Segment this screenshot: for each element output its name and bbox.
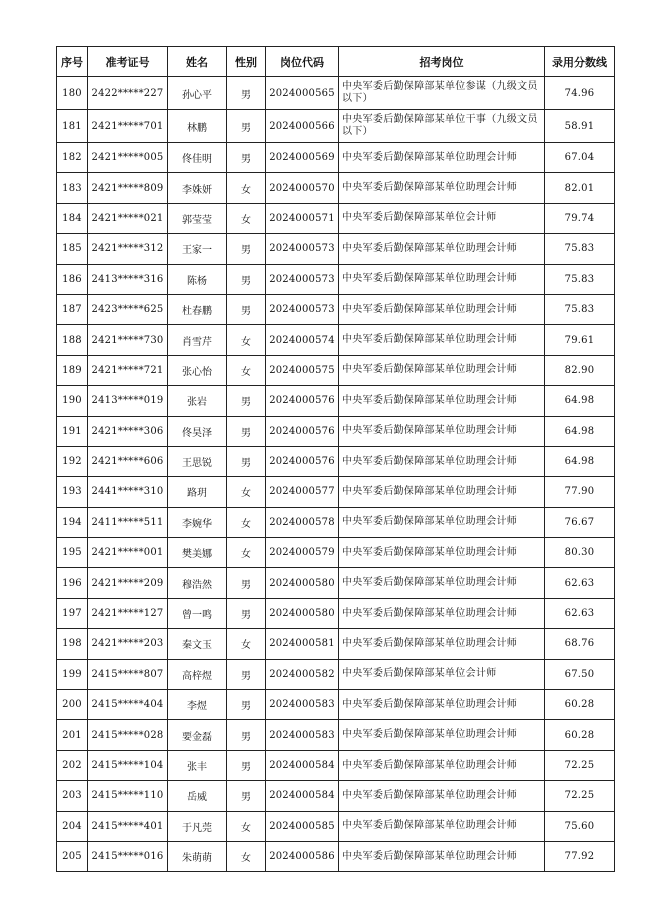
document-page [56,46,614,872]
table-body [57,77,615,872]
cell-post-code: 2024000582 [266,659,339,689]
cell-post-code: 2024000573 [266,264,339,294]
cell-serial: 194 [57,507,88,537]
cell-name: 于凡莞 [168,811,227,841]
cell-gender: 男 [227,77,266,110]
cell-gender: 女 [227,629,266,659]
cell-gender: 女 [227,477,266,507]
cell-exam-id: 2415*****016 [88,841,168,871]
cell-post-code: 2024000574 [266,325,339,355]
cell-post-code: 2024000566 [266,110,339,143]
cell-exam-id: 2421*****209 [88,568,168,598]
cell-score: 75.83 [545,234,615,264]
admission-score-table [56,46,615,872]
table-row [57,781,615,811]
cell-post: 中央军委后勤保障部某单位助理会计师 [339,568,545,598]
cell-exam-id: 2411*****511 [88,507,168,537]
cell-name: 樊美娜 [168,538,227,568]
cell-post: 中央军委后勤保障部某单位助理会计师 [339,386,545,416]
cell-name: 高梓煜 [168,659,227,689]
cell-score: 76.67 [545,507,615,537]
cell-name: 张岩 [168,386,227,416]
cell-post-code: 2024000570 [266,173,339,203]
cell-post: 中央军委后勤保障部某单位助理会计师 [339,264,545,294]
cell-gender: 男 [227,598,266,628]
cell-post: 中央军委后勤保障部某单位助理会计师 [339,598,545,628]
table-header-row [57,47,615,77]
cell-exam-id: 2415*****404 [88,690,168,720]
cell-gender: 女 [227,841,266,871]
cell-exam-id: 2415*****401 [88,811,168,841]
cell-post: 中央军委后勤保障部某单位干事（九级文员以下） [339,110,545,143]
cell-post-code: 2024000584 [266,781,339,811]
cell-exam-id: 2421*****809 [88,173,168,203]
cell-gender: 女 [227,173,266,203]
cell-post: 中央军委后勤保障部某单位助理会计师 [339,416,545,446]
cell-post: 中央军委后勤保障部某单位助理会计师 [339,750,545,780]
cell-post: 中央军委后勤保障部某单位助理会计师 [339,507,545,537]
cell-name: 朱萌萌 [168,841,227,871]
cell-name: 佟佳明 [168,143,227,173]
cell-serial: 198 [57,629,88,659]
cell-serial: 204 [57,811,88,841]
cell-gender: 男 [227,143,266,173]
cell-serial: 192 [57,446,88,476]
cell-name: 路玥 [168,477,227,507]
cell-score: 75.60 [545,811,615,841]
cell-exam-id: 2421*****606 [88,446,168,476]
cell-post: 中央军委后勤保障部某单位参谋（九级文员以下） [339,77,545,110]
cell-post: 中央军委后勤保障部某单位助理会计师 [339,841,545,871]
table-row [57,446,615,476]
cell-gender: 男 [227,781,266,811]
cell-post: 中央军委后勤保障部某单位助理会计师 [339,690,545,720]
cell-post-code: 2024000583 [266,690,339,720]
cell-post: 中央军委后勤保障部某单位助理会计师 [339,294,545,324]
cell-score: 72.25 [545,781,615,811]
cell-post: 中央军委后勤保障部某单位助理会计师 [339,811,545,841]
cell-score: 62.63 [545,568,615,598]
cell-name: 穆浩然 [168,568,227,598]
cell-post: 中央军委后勤保障部某单位助理会计师 [339,538,545,568]
cell-score: 79.74 [545,203,615,233]
cell-post-code: 2024000569 [266,143,339,173]
table-row [57,355,615,385]
cell-name: 佟昊泽 [168,416,227,446]
cell-gender: 男 [227,659,266,689]
cell-post-code: 2024000579 [266,538,339,568]
table-row [57,264,615,294]
cell-serial: 203 [57,781,88,811]
cell-post-code: 2024000575 [266,355,339,385]
cell-gender: 男 [227,750,266,780]
cell-score: 72.25 [545,750,615,780]
cell-exam-id: 2421*****203 [88,629,168,659]
table-row [57,720,615,750]
table-row [57,659,615,689]
cell-serial: 199 [57,659,88,689]
cell-score: 60.28 [545,690,615,720]
cell-post-code: 2024000586 [266,841,339,871]
cell-score: 82.01 [545,173,615,203]
cell-serial: 183 [57,173,88,203]
cell-serial: 196 [57,568,88,598]
table-row [57,477,615,507]
cell-exam-id: 2413*****019 [88,386,168,416]
cell-score: 58.91 [545,110,615,143]
cell-post: 中央军委后勤保障部某单位助理会计师 [339,234,545,264]
cell-gender: 女 [227,203,266,233]
cell-name: 李婉华 [168,507,227,537]
cell-post-code: 2024000581 [266,629,339,659]
cell-serial: 191 [57,416,88,446]
cell-serial: 197 [57,598,88,628]
cell-score: 64.98 [545,416,615,446]
cell-exam-id: 2421*****005 [88,143,168,173]
cell-name: 肖雪芹 [168,325,227,355]
cell-serial: 186 [57,264,88,294]
cell-serial: 190 [57,386,88,416]
cell-post-code: 2024000585 [266,811,339,841]
cell-serial: 187 [57,294,88,324]
cell-name: 杜春鹏 [168,294,227,324]
cell-exam-id: 2421*****730 [88,325,168,355]
cell-name: 秦文玉 [168,629,227,659]
cell-score: 77.90 [545,477,615,507]
cell-exam-id: 2415*****104 [88,750,168,780]
cell-gender: 男 [227,720,266,750]
cell-post: 中央军委后勤保障部某单位助理会计师 [339,720,545,750]
table-row [57,203,615,233]
cell-serial: 181 [57,110,88,143]
table-row [57,629,615,659]
cell-score: 67.04 [545,143,615,173]
table-row [57,325,615,355]
cell-score: 79.61 [545,325,615,355]
cell-post: 中央军委后勤保障部某单位助理会计师 [339,355,545,385]
table-row [57,598,615,628]
cell-gender: 女 [227,355,266,385]
cell-exam-id: 2423*****625 [88,294,168,324]
table-row [57,234,615,264]
cell-exam-id: 2421*****721 [88,355,168,385]
cell-exam-id: 2415*****807 [88,659,168,689]
cell-post: 中央军委后勤保障部某单位助理会计师 [339,477,545,507]
cell-name: 王思锐 [168,446,227,476]
table-row [57,173,615,203]
cell-gender: 男 [227,416,266,446]
cell-exam-id: 2415*****028 [88,720,168,750]
cell-name: 陈杨 [168,264,227,294]
cell-serial: 180 [57,77,88,110]
cell-score: 64.98 [545,386,615,416]
table-row [57,568,615,598]
header-name: 姓名 [168,47,227,77]
cell-post-code: 2024000584 [266,750,339,780]
cell-exam-id: 2421*****021 [88,203,168,233]
cell-name: 张心怡 [168,355,227,385]
cell-serial: 202 [57,750,88,780]
cell-serial: 184 [57,203,88,233]
cell-gender: 女 [227,507,266,537]
cell-post: 中央军委后勤保障部某单位助理会计师 [339,781,545,811]
cell-score: 62.63 [545,598,615,628]
table-row [57,811,615,841]
cell-score: 74.96 [545,77,615,110]
cell-score: 75.83 [545,264,615,294]
cell-exam-id: 2421*****306 [88,416,168,446]
cell-post: 中央军委后勤保障部某单位助理会计师 [339,143,545,173]
cell-serial: 188 [57,325,88,355]
cell-post-code: 2024000571 [266,203,339,233]
cell-exam-id: 2415*****110 [88,781,168,811]
table-row [57,841,615,871]
cell-post: 中央军委后勤保障部某单位助理会计师 [339,629,545,659]
table-row [57,507,615,537]
cell-name: 李姝妍 [168,173,227,203]
cell-name: 李煜 [168,690,227,720]
cell-post: 中央军委后勤保障部某单位助理会计师 [339,325,545,355]
cell-score: 75.83 [545,294,615,324]
header-post: 招考岗位 [339,47,545,77]
cell-post-code: 2024000583 [266,720,339,750]
table-row [57,110,615,143]
cell-serial: 201 [57,720,88,750]
cell-gender: 女 [227,811,266,841]
cell-gender: 男 [227,690,266,720]
cell-score: 82.90 [545,355,615,385]
header-exam-id: 准考证号 [88,47,168,77]
cell-score: 60.28 [545,720,615,750]
header-serial: 序号 [57,47,88,77]
cell-post-code: 2024000576 [266,386,339,416]
cell-exam-id: 2421*****001 [88,538,168,568]
cell-post-code: 2024000577 [266,477,339,507]
cell-exam-id: 2413*****316 [88,264,168,294]
table-row [57,77,615,110]
cell-gender: 男 [227,568,266,598]
table-row [57,538,615,568]
cell-name: 曾一鸣 [168,598,227,628]
cell-post: 中央军委后勤保障部某单位助理会计师 [339,173,545,203]
cell-name: 张丰 [168,750,227,780]
table-row [57,690,615,720]
cell-exam-id: 2421*****127 [88,598,168,628]
cell-post-code: 2024000578 [266,507,339,537]
cell-gender: 男 [227,446,266,476]
cell-exam-id: 2421*****701 [88,110,168,143]
cell-gender: 男 [227,294,266,324]
cell-post-code: 2024000580 [266,598,339,628]
cell-gender: 女 [227,538,266,568]
cell-name: 林鹏 [168,110,227,143]
cell-post: 中央军委后勤保障部某单位助理会计师 [339,446,545,476]
cell-gender: 女 [227,325,266,355]
cell-post-code: 2024000573 [266,234,339,264]
header-score: 录用分数线 [545,47,615,77]
cell-score: 80.30 [545,538,615,568]
table-row [57,143,615,173]
cell-serial: 185 [57,234,88,264]
cell-serial: 189 [57,355,88,385]
table-row [57,416,615,446]
cell-exam-id: 2422*****227 [88,77,168,110]
cell-gender: 男 [227,264,266,294]
cell-post-code: 2024000565 [266,77,339,110]
cell-post-code: 2024000580 [266,568,339,598]
cell-name: 王家一 [168,234,227,264]
cell-gender: 男 [227,110,266,143]
cell-score: 64.98 [545,446,615,476]
cell-serial: 182 [57,143,88,173]
cell-score: 77.92 [545,841,615,871]
cell-score: 68.76 [545,629,615,659]
cell-post-code: 2024000576 [266,416,339,446]
cell-post: 中央军委后勤保障部某单位会计师 [339,659,545,689]
cell-name: 要金磊 [168,720,227,750]
cell-name: 郭莹莹 [168,203,227,233]
cell-name: 孙心平 [168,77,227,110]
table-row [57,294,615,324]
cell-gender: 男 [227,234,266,264]
cell-name: 岳威 [168,781,227,811]
table-row [57,750,615,780]
cell-gender: 男 [227,386,266,416]
cell-serial: 200 [57,690,88,720]
header-post-code: 岗位代码 [266,47,339,77]
cell-exam-id: 2441*****310 [88,477,168,507]
cell-post-code: 2024000576 [266,446,339,476]
cell-score: 67.50 [545,659,615,689]
table-row [57,386,615,416]
cell-post-code: 2024000573 [266,294,339,324]
cell-serial: 193 [57,477,88,507]
cell-exam-id: 2421*****312 [88,234,168,264]
cell-serial: 205 [57,841,88,871]
cell-post: 中央军委后勤保障部某单位会计师 [339,203,545,233]
header-gender: 性别 [227,47,266,77]
cell-serial: 195 [57,538,88,568]
